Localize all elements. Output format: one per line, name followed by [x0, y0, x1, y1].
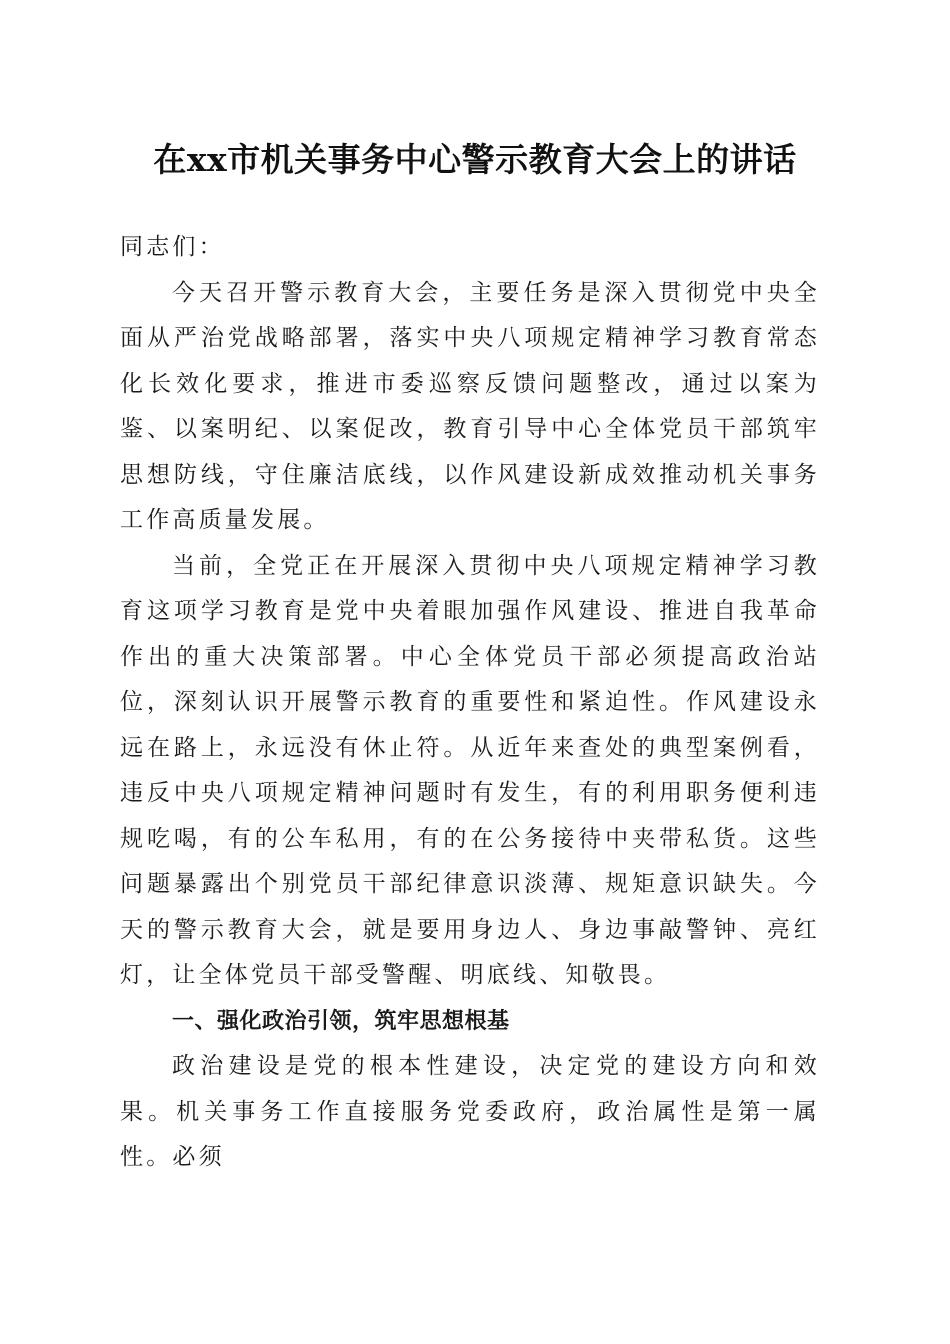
document-title: 在xx市机关事务中心警示教育大会上的讲话	[153, 140, 797, 179]
salutation: 同志们：	[120, 234, 225, 260]
paragraph-context: 当前，全党正在开展深入贯彻中央八项规定精神学习教育这项学习教育是党中央着眼加强作风建设、推进自我革命作出的重大决策部署。中心全体党员干部必须提高政治站位，深刻认识开展警示教育的重要性和紧迫性。作风建设永远在路上，永远没有休止符。从近年来查处的典型案例看，违反中央八项规定精神问题时有发生，有的利用职务便利违规吃喝，有的公车私用，有的在公务接待中夹带私货。这些问题暴露出个别党员干部纪律意识淡薄、规矩意识缺失。今天的警示教育大会，就是要用身边人、身边事敲警钟、亮红灯，让全体党员干部受警醒、明底线、知敬畏。	[120, 552, 820, 988]
document-body	[120, 225, 820, 1181]
section-paragraph: 政治建设是党的根本性建设，决定党的建设方向和效果。机关事务工作直接服务党委政府，政治属性是第一属性。必须	[120, 1053, 820, 1170]
paragraph-intro: 今天召开警示教育大会，主要任务是深入贯彻党中央全面从严治党战略部署，落实中央八项规定精神学习教育常态化长效化要求，推进市委巡察反馈问题整改，通过以案为鉴、以案明纪、以案促改，教育引导中心全体党员干部筑牢思想防线，守住廉洁底线，以作风建设新成效推动机关事务工作高质量发展。	[120, 279, 820, 533]
section-heading: 一、强化政治引领，筑牢思想根基	[172, 1008, 510, 1034]
